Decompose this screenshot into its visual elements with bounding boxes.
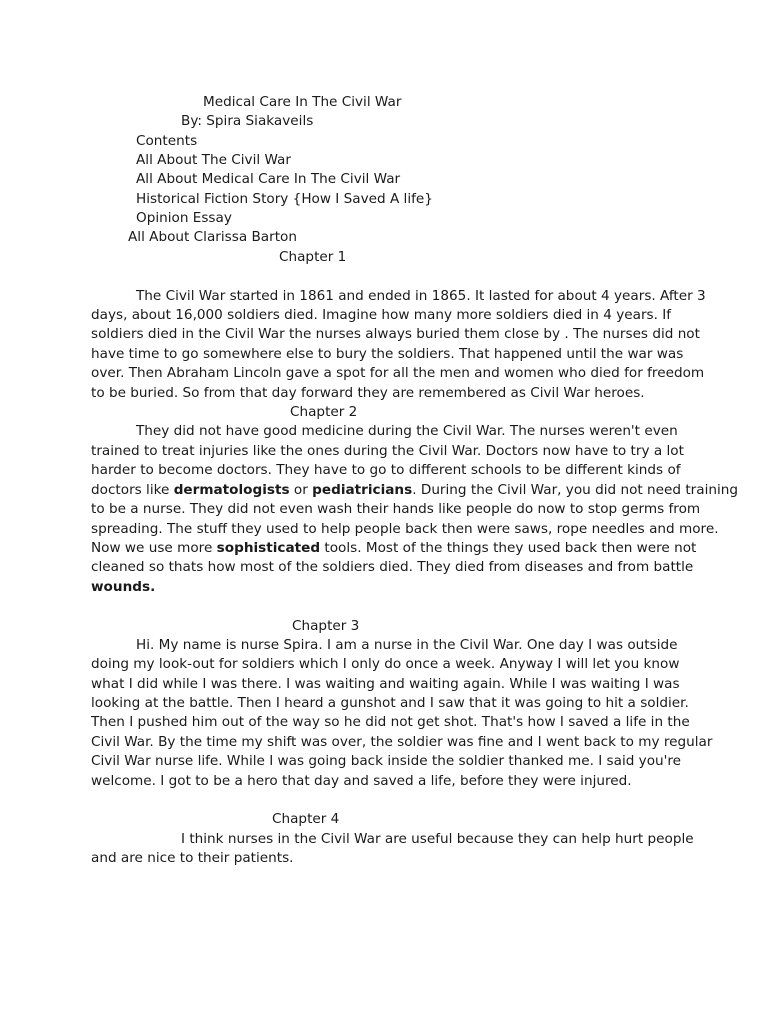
chapter-3-line: doing my look-out for soldiers which I only do once a week. Anyway I will let you know xyxy=(91,656,680,672)
chapter-2-line: harder to become doctors. They have to go to different schools to be different kinds of xyxy=(91,462,681,478)
chapter-3-line: what I did while I was there. I was waiting and waiting again. While I was waiting I was xyxy=(91,676,680,692)
bold-term: dermatologists xyxy=(173,482,290,498)
text-run: or xyxy=(289,482,313,498)
chapter-3-line: Civil War nurse life. While I was going back inside the soldier thanked me. I said you're xyxy=(91,753,682,769)
chapter-3-line: Then I pushed him out of the way so he did not get shot. That's how I saved a life in the xyxy=(91,714,690,730)
chapter-2-line: cleaned so thats how most of the soldiers died. They died from diseases and from battle xyxy=(91,559,694,575)
chapter-1-line: soldiers died in the Civil War the nurses always buried them close by . The nurses did not xyxy=(91,326,700,342)
chapter-heading: Chapter 2 xyxy=(290,404,358,420)
chapter-2-line xyxy=(91,481,739,500)
contents-item: All About Clarissa Barton xyxy=(128,229,297,245)
contents-item: All About The Civil War xyxy=(136,152,291,168)
text-run: . During the Civil War, you did not need training xyxy=(412,482,739,498)
chapter-3-line: Civil War. By the time my shift was over, the soldier was fine and I went back to my regular xyxy=(91,734,713,750)
chapter-2-line: spreading. The stuff they used to help people back then were saws, rope needles and more. xyxy=(91,521,719,537)
author-byline: By: Spira Siakaveils xyxy=(181,113,314,129)
chapter-heading: Chapter 4 xyxy=(272,811,340,827)
contents-heading: Contents xyxy=(136,133,198,149)
contents-item: Historical Fiction Story {How I Saved A life} xyxy=(136,191,433,207)
chapter-1-line: over. Then Abraham Lincoln gave a spot for all the men and women who died for freedom xyxy=(91,365,705,381)
chapter-heading: Chapter 1 xyxy=(279,249,347,265)
document-title: Medical Care In The Civil War xyxy=(203,94,402,110)
chapter-3-line: Hi. My name is nurse Spira. I am a nurse in the Civil War. One day I was outside xyxy=(136,637,678,653)
chapter-3-line: looking at the battle. Then I heard a gunshot and I saw that it was going to hit a soldier. xyxy=(91,695,689,711)
bold-term: wounds. xyxy=(91,579,156,595)
chapter-3-line: welcome. I got to be a hero that day and saved a life, before they were injured. xyxy=(91,773,632,789)
chapter-2-line: to be a nurse. They did not even wash their hands like people do now to stop germs from xyxy=(91,501,701,517)
chapter-1-line: to be buried. So from that day forward they are remembered as Civil War heroes. xyxy=(91,385,645,401)
text-run: doctors like xyxy=(91,482,174,498)
chapter-2-line xyxy=(91,539,697,558)
contents-item: All About Medical Care In The Civil War xyxy=(136,171,401,187)
contents-item: Opinion Essay xyxy=(136,210,232,226)
text-run: tools. Most of the things they used back then were not xyxy=(320,540,697,556)
chapter-heading: Chapter 3 xyxy=(292,618,360,634)
chapter-4-line: I think nurses in the Civil War are useful because they can help hurt people xyxy=(181,831,694,847)
chapter-4-line: and are nice to their patients. xyxy=(91,850,294,866)
text-run: Now we use more xyxy=(91,540,217,556)
chapter-2-line: trained to treat injuries like the ones during the Civil War. Doctors now have to try a lot xyxy=(91,443,684,459)
chapter-1-line: The Civil War started in 1861 and ended in 1865. It lasted for about 4 years. After 3 xyxy=(136,288,706,304)
bold-term: sophisticated xyxy=(216,540,321,556)
chapter-2-line xyxy=(91,578,691,597)
chapter-2-line: They did not have good medicine during the Civil War. The nurses weren't even xyxy=(136,423,678,439)
bold-term: pediatricians xyxy=(312,482,413,498)
chapter-1-line: have time to go somewhere else to bury the soldiers. That happened until the war was xyxy=(91,346,684,362)
chapter-1-line: days, about 16,000 soldiers died. Imagine how many more soldiers died in 4 years. If xyxy=(91,307,672,323)
